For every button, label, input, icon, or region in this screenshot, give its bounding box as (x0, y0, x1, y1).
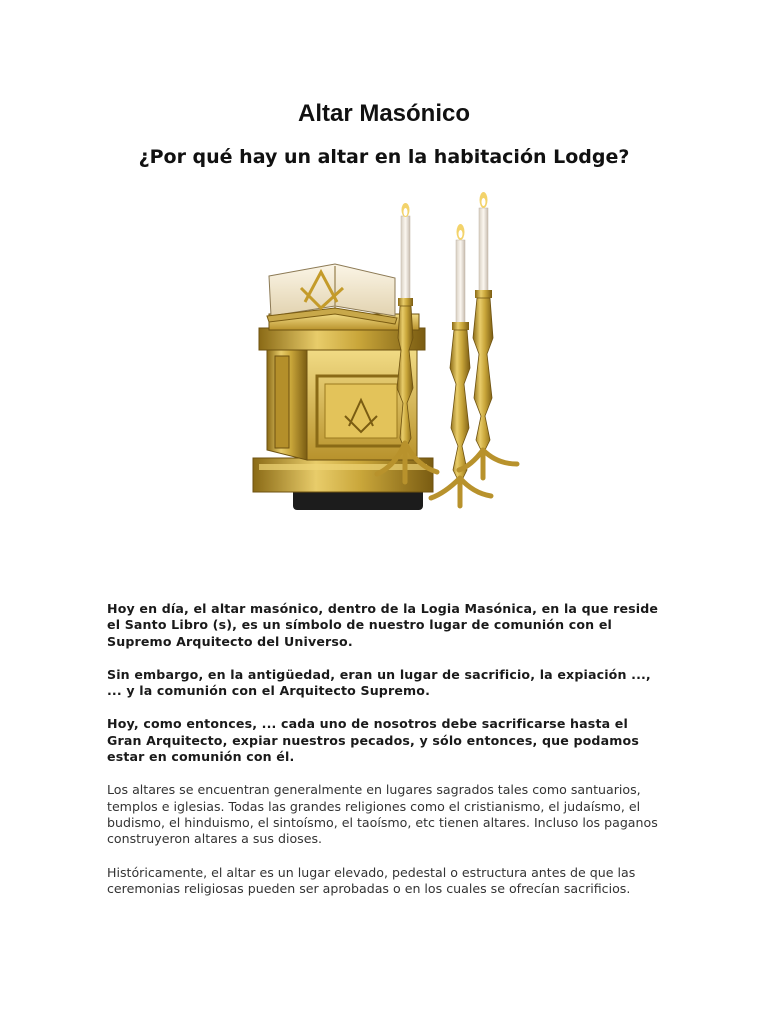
altar-illustration (245, 188, 530, 518)
page-title: Altar Masónico (297, 100, 471, 127)
paragraph-5: Históricamente, el altar es un lugar elevado, pedestal o estructura antes de que las ceremonias religiosas pueden ser aprobadas o en los cuales se ofrecían sacrificios. (107, 864, 636, 896)
paragraph-1: Hoy en día, el altar masónico, dentro de la Logia Masónica, en la que reside el Santo Libro (s), es un símbolo de nuestro lugar de comunión con el Supremo Arquitecto del Universo. (107, 601, 659, 649)
article-body (107, 601, 667, 914)
paragraph-2: Sin embargo, en la antigüedad, eran un lugar de sacrificio, la expiación ..., ... y la comunión con el Arquitecto Supremo. (107, 666, 651, 699)
masonic-altar-icon (245, 188, 530, 518)
page-subtitle: ¿Por qué hay un altar en la habitación Lodge? (138, 146, 630, 168)
paragraph-4: Los altares se encuentran generalmente en lugares sagrados tales como santuarios, templos e iglesias. Todas las grandes religiones como el cristianismo, el judaísmo, el budismo, el hinduismo, el sintoísmo, el taoísmo, etc tienen altares. Incluso los paganos construyeron altares a sus dioses. (107, 782, 658, 847)
paragraph-3: Hoy, como entonces, ... cada uno de nosotros debe sacrificarse hasta el Gran Arquitecto, expiar nuestros pecados, y sólo entonces, que podamos estar en comunión con él. (107, 716, 639, 765)
